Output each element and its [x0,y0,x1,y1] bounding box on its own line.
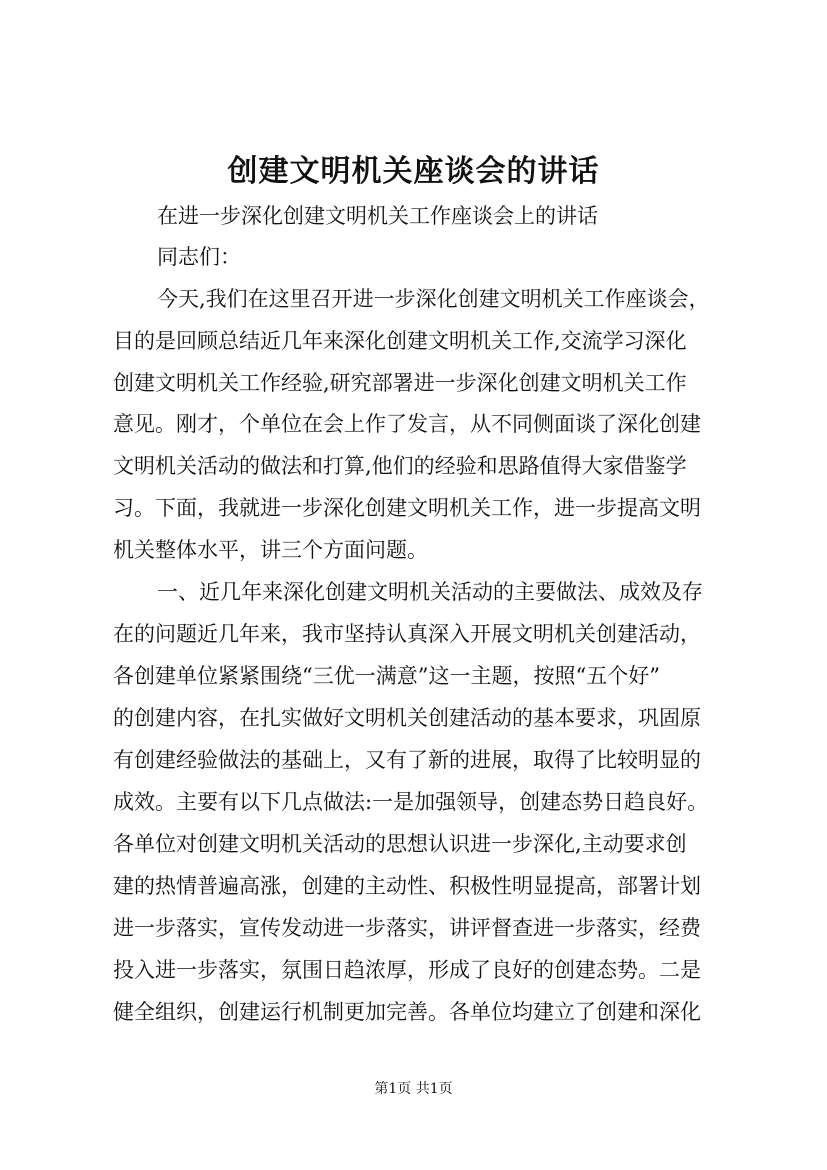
body-line: 建的热情普遍高涨，创建的主动性、积极性明显提高，部署计划 [113,874,701,898]
body-line: 的创建内容，在扎实做好文明机关创建活动的基本要求，巩固原 [113,706,701,730]
body-line: 创建文明机关工作经验,研究部署进一步深化创建文明机关工作 [113,371,687,395]
body-line: 成效。主要有以下几点做法:一是加强领导，创建态势日趋良好。 [113,790,709,814]
document-title: 创建文明机关座谈会的讲话 [227,154,600,189]
body-line: 一、近几年来深化创建文明机关活动的主要做法、成效及存 [157,580,703,604]
document-subtitle: 在进一步深化创建文明机关工作座谈会上的讲话 [157,204,598,228]
body-line: 健全组织，创建运行机制更加完善。各单位均建立了创建和深化 [113,1000,701,1024]
body-line: 机关整体水平，讲三个方面问题。 [113,538,428,562]
body-line: 目的是回顾总结近几年来深化创建文明机关工作,交流学习深化 [113,329,687,353]
body-line: 各创建单位紧紧围绕“三优一满意”这一主题，按照“五个好” [113,664,660,688]
body-line: 在的问题近几年来，我市坚持认真深入开展文明机关创建活动， [113,622,701,646]
body-line: 今天,我们在这里召开进一步深化创建文明机关工作座谈会， [157,287,710,311]
body-line: 各单位对创建文明机关活动的思想认识进一步深化,主动要求创 [113,832,687,856]
body-line: 有创建经验做法的基础上，又有了新的进展，取得了比较明显的 [113,748,701,772]
body-line: 投入进一步落实，氛围日趋浓厚，形成了良好的创建态势。二是 [113,958,701,982]
salutation: 同志们： [157,245,241,269]
body-line: 意见。刚才，个单位在会上作了发言，从不同侧面谈了深化创建 [113,412,701,436]
page-footer: 第1页 共1页 [374,1081,453,1097]
body-line: 文明机关活动的做法和打算,他们的经验和思路值得大家借鉴学 [113,454,687,478]
body-line: 习。下面，我就进一步深化创建文明机关工作，进一步提高文明 [113,496,701,520]
body-line: 进一步落实，宣传发动进一步落实，讲评督查进一步落实，经费 [113,916,701,940]
